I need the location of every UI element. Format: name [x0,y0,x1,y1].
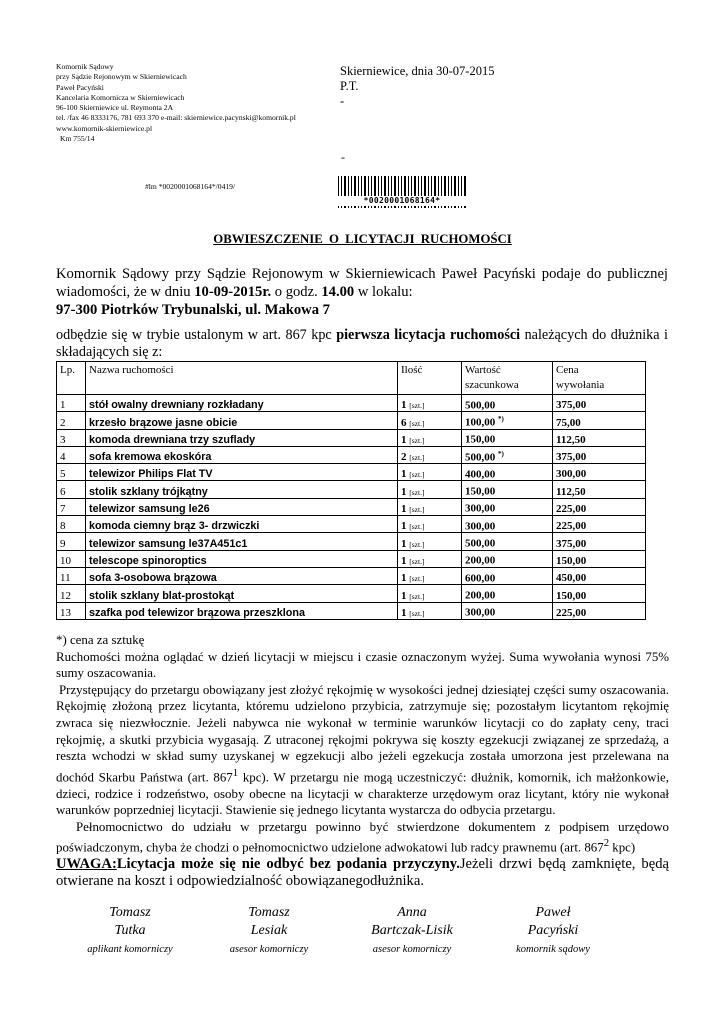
barcode-text: *0020001068164* [338,196,466,206]
row-quantity: 1 [szt.] [398,498,462,515]
intro-paragraph-2 [56,327,668,361]
case-number: Km 755/14 [60,134,95,144]
letterhead-line: Kancelaria Komornicza w Skierniewicach [56,92,185,102]
row-quantity: 1 [szt.] [398,395,462,412]
row-price: 375,00 [553,533,646,550]
row-value: 150,00 [462,481,553,498]
table-row [57,395,646,412]
row-price: 112,50 [553,429,646,446]
row-value: 200,00 [462,585,553,602]
row-item-name: sofa 3-osobowa brązowa [86,567,398,584]
table-row [57,412,646,429]
row-lp: 10 [57,550,86,567]
row-lp: 1 [57,395,86,412]
table-row [57,585,646,602]
letterhead-line: Paweł Pacyński [56,82,104,92]
table-row [57,550,646,567]
table-row [57,602,646,619]
signature-4: Paweł Pacyński komornik sądowy [516,905,590,955]
row-lp: 6 [57,481,86,498]
signature-3: Anna Bartczak-Lisik asesor komorniczy [371,905,453,955]
row-price: 225,00 [553,516,646,533]
document-title: OBWIESZCZENIE O LICYTACJI RUCHOMOŚCI [213,232,512,246]
row-item-name: sofa kremowa ekoskóra [86,446,398,463]
row-quantity: 1 [szt.] [398,567,462,584]
bailiff-letterhead [56,62,296,144]
intro-paragraph [56,265,668,319]
row-price: 150,00 [553,585,646,602]
row-lp: 4 [57,446,86,463]
auction-time: 14.00 [321,284,355,300]
table-row [57,464,646,481]
row-quantity: 2 [szt.] [398,446,462,463]
row-value: 100,00 *) [462,412,553,429]
row-quantity: 1 [szt.] [398,533,462,550]
row-item-name: stolik szklany blat-prostokąt [86,585,398,602]
row-item-name: telewizor samsung le37A451c1 [86,533,398,550]
row-lp: 9 [57,533,86,550]
row-price: 225,00 [553,602,646,619]
row-price: 75,00 [553,412,646,429]
header-qty: Ilość [398,362,462,395]
row-price: 150,00 [553,550,646,567]
row-item-name: telescope spinoroptics [86,550,398,567]
row-price: 300,00 [553,464,646,481]
row-item-name: telewizor samsung le26 [86,498,398,515]
row-item-name: krzesło brązowe jasne obicie [86,412,398,429]
row-value: 500,00 [462,395,553,412]
letterhead-line: Komornik Sądowy [56,62,114,71]
row-quantity: 1 [szt.] [398,602,462,619]
row-item-name: telewizor Philips Flat TV [86,464,398,481]
addressee-pt: P.T. [340,79,359,93]
viewing-paragraph: Ruchomości można oglądać w dzień licytacji w miejscu i czasie oznaczonym wyżej. Suma wywołania wynosi 75% sumy oszacowania. [56,649,669,681]
row-quantity: 1 [szt.] [398,429,462,446]
deposit-paragraph: Przystępujący do przetargu obowiązany jest złożyć rękojmię w wysokości jednej dziesiątej części sumy oszacowania. Rękojmię złożoną przez licytanta, któremu udzielono przybicia, zatrzymuje się; pozostałym licytantom rękojmię zwraca się niezwłocznie. Jeżeli nabywca nie wykonał w terminie warunków licytacji co do zapłaty ceny, traci rękojmię, a skutki przybicia wygasają. Z utraconej rękojmi pokrywa się koszty egzekucji związanej ze sprzedażą, a reszta wchodzi w skład sumy uzyskanej w egzekucji albo jeżeli egzekucja została umorzona jest przelewana na dochód Skarbu Państwa (art. $867^1$ kpc). W przetargu nie mogą uczestniczyć: dłużnik, komornik, ich małżonkowie, dzieci, rodzice i rodzeństwo, osoby obecne na licytacji w charakterze urzędowym oraz licytant, który nie wykonał warunków poprzedniej licytacji. Stawienie się jednego licytanta wystarcza do odbycia przetargu. [56,682,669,818]
row-item-name: stół owalny drewniany rozkładany [86,395,398,412]
table-row [57,446,646,463]
header-price: Cena wywołania [553,362,646,395]
row-item-name: komoda drewniana trzy szuflady [86,429,398,446]
intro-text: odbędzie się w trybie ustalonym w art. 867 kpc [56,327,337,343]
header-name: Nazwa ruchomości [86,362,398,395]
place-date: Skierniewice, dnia 30-07-2015 [340,64,495,78]
letterhead-line: przy Sądzie Rejonowym w Skierniewicach [56,72,187,82]
row-price: 375,00 [553,446,646,463]
row-lp: 5 [57,464,86,481]
row-value: 600,00 [462,567,553,584]
row-lp: 11 [57,567,86,584]
intro-text: w lokalu: [354,284,413,300]
row-lp: 7 [57,498,86,515]
auction-address: 97-300 Piotrków Trybunalski, ul. Makowa 7 [56,302,330,318]
table-row [57,498,646,515]
intro-text: Komornik Sądowy przy Sądzie Rejonowym w Skierniewicach Paweł Pacyński podaje do publicznej wiadomości, że w dniu [56,266,668,300]
table-header-row [57,362,646,395]
warning-bold: Licytacja może się nie odbyć bez podania przyczyny. [116,856,460,873]
auction-date: 10-09-2015r. [194,284,272,300]
row-value: 300,00 [462,516,553,533]
intro-text: należących do dłużnika i składających się z: [56,327,668,360]
warning-text: Jeżeli drzwi będą zamknięte, będą otwierane na koszt i odpowiedzialność obowiązanegodłużnika. [56,856,669,890]
row-lp: 2 [57,412,86,429]
addressee-mark: - [340,94,345,108]
terms-text [56,632,669,890]
reference-code: #lm *0020001068164*/0419/ [145,182,236,191]
letterhead-line: 96-100 Skierniewice ul. Reymonta 2A [56,103,174,113]
row-price: 225,00 [553,498,646,515]
row-quantity: 1 [szt.] [398,550,462,567]
letterhead-line: tel. /fax 46 8333176, 781 693 370 e-mail: skierniewice.pacynski@komornik.pl [56,113,296,123]
addressee-block [340,64,494,109]
row-item-name: stolik szklany trójkątny [86,481,398,498]
row-lp: 12 [57,585,86,602]
letterhead-line: www.komornik-skierniewice.pl [56,123,153,133]
row-quantity: 1 [szt.] [398,585,462,602]
table-row [57,567,646,584]
row-value: 300,00 [462,498,553,515]
row-price: 450,00 [553,567,646,584]
signature-2: Tomasz Lesiak asesor komorniczy [229,905,309,955]
row-lp: 3 [57,429,86,446]
row-item-name: szafka pod telewizor brązowa przeszklona [86,602,398,619]
row-lp: 8 [57,516,86,533]
warning-label: UWAGA: [56,856,117,873]
footnote: *) cena za sztukę [56,633,145,647]
header-lp: Lp. [57,362,86,395]
addressee-dash: - [341,150,345,164]
row-quantity: 6 [szt.] [398,412,462,429]
row-value: 400,00 [462,464,553,481]
warning-paragraph [56,856,669,890]
row-value: 500,00 *) [462,446,553,463]
row-quantity: 1 [szt.] [398,481,462,498]
proxy-paragraph: Pełnomocnictwo do udziału w przetargu powinno być stwierdzone dokumentem z podpisem urzędowo poświadczonym, chyba że chodzi o pełnomocnictwo udzielone adwokatowi lub radcy prawnemu (art. $867^2$ kpc) [56,819,669,855]
row-price: 112,50 [553,481,646,498]
table-row [57,429,646,446]
row-value: 500,00 [462,533,553,550]
row-quantity: 1 [szt.] [398,464,462,481]
items-table [56,361,646,620]
row-quantity: 1 [szt.] [398,516,462,533]
row-value: 300,00 [462,602,553,619]
auction-type: pierwsza licytacja ruchomości [336,327,521,343]
row-value: 150,00 [462,429,553,446]
row-price: 375,00 [553,395,646,412]
table-row [57,533,646,550]
intro-text: o godz. [271,284,322,300]
signature-1: Tomasz Tutka aplikant komorniczy [87,905,173,955]
row-value: 200,00 [462,550,553,567]
row-lp: 13 [57,602,86,619]
header-value: Wartość szacunkowa [462,362,553,395]
table-row [57,481,646,498]
row-item-name: komoda ciemny brąz 3- drzwiczki [86,516,398,533]
table-row [57,516,646,533]
